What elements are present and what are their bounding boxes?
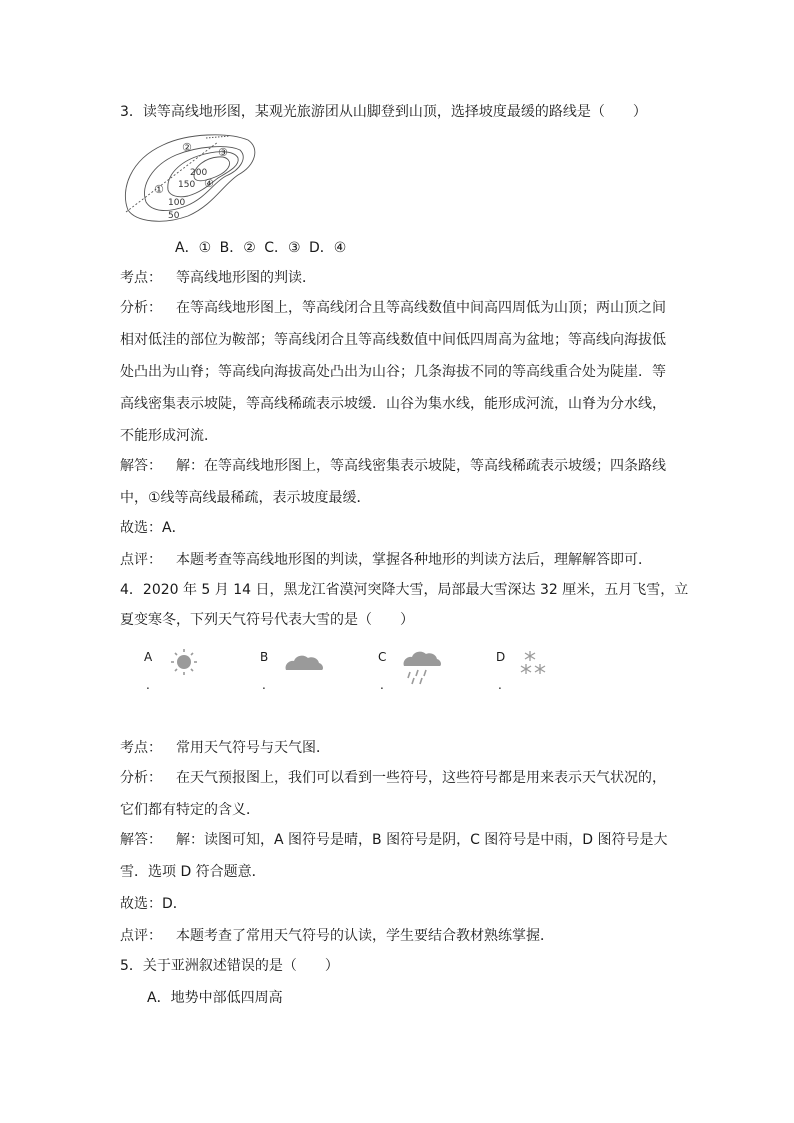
q3-option-a[interactable]: A．① [175, 240, 212, 256]
option-letter: C [378, 650, 387, 664]
dianping-text: 本题考查等高线地形图的判读，掌握各种地形的判读方法后，理解解答即可． [176, 552, 652, 568]
q3-dianping [120, 550, 680, 570]
q4-fenxi-line-2: 它们都有特定的含义． [120, 802, 260, 818]
route-3-marker: ③ [218, 146, 228, 159]
q3-fenxi-line-3: 处凸出为山脊；等高线向海拔高处凸出为山谷；几条海拔不同的等高线重合处为陡崖．等 [120, 364, 666, 380]
route-1-marker: ① [154, 183, 164, 196]
contour-map [118, 130, 258, 225]
dianping-label: 点评： [120, 552, 162, 568]
q3-options [175, 238, 350, 258]
jieda-text: 解：读图可知，A 图符号是晴，B 图符号是阴，C 图符号是中雨，D 图符号是大 [176, 832, 668, 848]
q3-kaodian [120, 268, 680, 288]
q4-answer: 故选：D． [120, 896, 187, 912]
sunny-icon [166, 648, 206, 682]
fenxi-label: 分析： [120, 770, 162, 786]
dianping-label: 点评： [120, 928, 162, 944]
contour-label-200: 200 [190, 168, 208, 178]
q4-dianping [120, 926, 680, 946]
option-dot: . [146, 678, 150, 692]
rain-icon [400, 648, 444, 688]
route-2-marker: ② [182, 141, 192, 154]
q4-kaodian [120, 738, 680, 758]
jieda-label: 解答： [120, 832, 162, 848]
q3-option-b[interactable]: B．② [219, 240, 256, 256]
option-dot: . [498, 678, 502, 692]
q4-option-a[interactable] [144, 650, 224, 710]
option-letter: D [496, 650, 506, 664]
q5-question: 5．关于亚洲叙述错误的是（ ） [120, 958, 339, 974]
jieda-label: 解答： [120, 458, 162, 474]
contour-label-150: 150 [178, 180, 196, 190]
q3-answer: 故选：A． [120, 520, 186, 536]
contour-label-100: 100 [168, 198, 186, 208]
q4-jieda-line-1 [120, 830, 680, 850]
q4-jieda-line-2: 雪．选项 D 符合题意． [120, 864, 266, 880]
kaodian-label: 考点： [120, 740, 162, 756]
route-4-marker: ④ [204, 177, 214, 190]
q3-fenxi-line-4: 高线密集表示坡陡，等高线稀疏表示坡缓．山谷为集水线，能形成河流，山脊为分水线， [120, 396, 666, 412]
q5-option-a[interactable]: A．地势中部低四周高 [147, 990, 283, 1006]
jieda-text: 解：在等高线地形图上，等高线密集表示坡陡，等高线稀疏表示坡缓；四条路线 [176, 458, 666, 474]
fenxi-label: 分析： [120, 300, 162, 316]
contour-label-50: 50 [168, 211, 180, 221]
q4-question-line-1: 4．2020 年 5 月 14 日，黑龙江省漠河突降大雪，局部最大雪深达 32 厘米，五月飞雪，立 [120, 582, 689, 598]
dianping-text: 本题考查了常用天气符号的认读，学生要结合教材熟练掌握． [176, 928, 554, 944]
kaodian-text: 等高线地形图的判读． [176, 270, 316, 286]
option-letter: B [260, 650, 269, 664]
option-dot: . [380, 678, 384, 692]
q4-fenxi-line-1 [120, 768, 680, 788]
q3-fenxi-line-2: 相对低洼的部位为鞍部；等高线闭合且等高线数值中间低四周高为盆地；等高线向海拔低 [120, 332, 666, 348]
snow-icon [518, 648, 558, 682]
q4-option-d[interactable] [496, 650, 576, 710]
q3-fenxi-line-5: 不能形成河流． [120, 428, 218, 444]
kaodian-text: 常用天气符号与天气图． [176, 740, 330, 756]
option-letter: A [144, 650, 153, 664]
q3-jieda-line-1 [120, 456, 680, 476]
q3-option-d[interactable]: D．④ [308, 240, 347, 256]
fenxi-text: 在等高线地形图上，等高线闭合且等高线数值中间高四周低为山顶；两山顶之间 [176, 300, 666, 316]
q3-option-c[interactable]: C．③ [264, 240, 301, 256]
kaodian-label: 考点： [120, 270, 162, 286]
cloudy-icon [282, 648, 326, 682]
q4-question-line-2: 夏变寒冬，下列天气符号代表大雪的是（ ） [120, 612, 414, 628]
q4-option-b[interactable] [260, 650, 340, 710]
q4-option-c[interactable] [378, 650, 458, 710]
q3-question: 3．读等高线地形图，某观光旅游团从山脚登到山顶，选择坡度最缓的路线是（ ） [120, 104, 647, 120]
q3-jieda-line-2: 中，①线等高线最稀疏，表示坡度最缓． [120, 490, 371, 506]
q3-fenxi-line-1 [120, 298, 680, 318]
fenxi-text: 在天气预报图上，我们可以看到一些符号，这些符号都是用来表示天气状况的， [176, 770, 666, 786]
option-dot: . [262, 678, 266, 692]
